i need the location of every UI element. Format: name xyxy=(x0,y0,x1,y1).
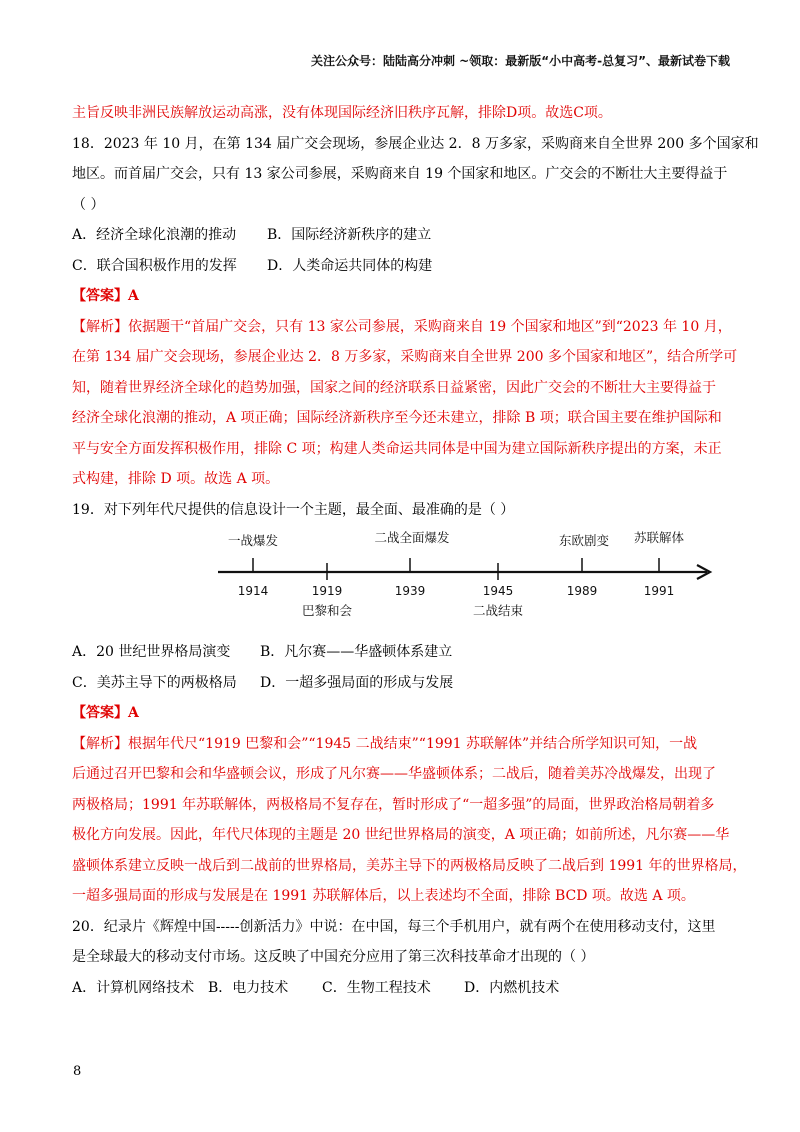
prev-analysis-tail: 主旨反映非洲民族解放运动高涨，没有体现国际经济旧秩序瓦解，排除D项。故选C项。 xyxy=(72,105,612,121)
event-paris-conference: 巴黎和会 xyxy=(301,603,353,618)
q19-option-b: B．凡尔赛——华盛顿体系建立 xyxy=(260,644,453,660)
q20-option-b: B．电力技术 xyxy=(208,979,289,996)
q19-analysis-line: 盛顿体系建立反映一战后到二战前的世界格局，美苏主导下的两极格局反映了二战后到 1991 年的世界格局， xyxy=(72,857,747,874)
year-label: 1939 xyxy=(394,584,426,598)
q20-option-c: C．生物工程技术 xyxy=(322,979,431,996)
q19-analysis-line: 极化方向发展。因此，年代尺体现的主题是 20 世纪世界格局的演变，A 项正确；如前所述，凡尔赛——华 xyxy=(72,827,730,843)
timeline-diagram xyxy=(144,525,724,637)
q20-options-row xyxy=(72,973,732,1004)
event-ww1-outbreak: 一战爆发 xyxy=(227,533,279,548)
event-ussr-dissolution: 苏联解体 xyxy=(633,530,685,545)
q18-options-row xyxy=(72,220,732,251)
q19-options-row xyxy=(72,668,732,699)
question-20 xyxy=(72,912,732,1004)
page-content xyxy=(72,98,759,1003)
q18-analysis-line: 式构建，排除 D 项。故选 A 项。 xyxy=(72,471,280,487)
q19-analysis-line: 【解析】根据年代尺“1919 巴黎和会”“1945 二战结束”“1991 苏联解体”并结合所学知识可知，一战 xyxy=(72,735,698,752)
year-label: 1991 xyxy=(643,584,675,598)
q18-stem-line: 地区。而首届广交会，只有 13 家公司参展，采购商来自 19 个国家和地区。广交会的不断壮大主要得益于 xyxy=(72,166,728,182)
q19-stem: 19．对下列年代尺提供的信息设计一个主题，最全面、最准确的是（ ） xyxy=(72,501,515,518)
q19-option-a: A．20 世纪世界格局演变 xyxy=(72,644,231,660)
q18-analysis-line: 知，随着世界经济全球化的趋势加强，国家之间的经济联系日益紧密，因此广交会的不断壮大主要得益于 xyxy=(72,379,716,396)
event-ww2-full-outbreak: 二战全面爆发 xyxy=(374,530,450,545)
q18-analysis-line: 在第 134 届广交会现场，参展企业达 2．8 万多家，采购商来自全世界 200 多个国家和地区”，结合所学可 xyxy=(72,349,738,365)
q20-option-d: D．内燃机技术 xyxy=(464,979,560,996)
q19-option-c: C．美苏主导下的两极格局 xyxy=(72,674,237,691)
question-18 xyxy=(72,129,759,495)
page-header: 关注公众号：陆陆高分冲刺 ~领取：最新版“小中高考-总复习”、最新试卷下载 xyxy=(311,54,730,68)
q20-option-a: A．计算机网络技术 xyxy=(72,979,195,996)
q18-option-c: C．联合国积极作用的发挥 xyxy=(72,257,237,274)
year-label: 1919 xyxy=(311,584,343,598)
q18-option-d: D．人类命运共同体的构建 xyxy=(267,257,433,274)
q19-analysis-line: 两极格局；1991 年苏联解体，两极格局不复存在，暂时形成了“一超多强”的局面，世界政治格局朝着多 xyxy=(72,796,715,813)
year-label: 1989 xyxy=(566,584,598,598)
page-number: 8 xyxy=(73,1064,82,1079)
event-eastern-europe-upheaval: 东欧剧变 xyxy=(558,533,610,548)
q19-options-row xyxy=(72,637,732,668)
q19-answer: 【答案】A xyxy=(72,705,139,721)
event-ww2-end: 二战结束 xyxy=(472,603,524,618)
q19-analysis-line: 后通过召开巴黎和会和华盛顿会议，形成了凡尔赛——华盛顿体系；二战后，随着美苏冷战爆发，出现了 xyxy=(72,766,716,782)
q18-option-b: B．国际经济新秩序的建立 xyxy=(267,227,432,243)
q18-analysis-line: 【解析】依据题干“首届广交会，只有 13 家公司参展，采购商来自 19 个国家和地区”到“2023 年 10 月， xyxy=(72,318,732,335)
year-label: 1914 xyxy=(237,584,269,598)
q18-analysis-line: 平与安全方面发挥积极作用，排除 C 项；构建人类命运共同体是中国为建立国际新秩序提出的方案，未正 xyxy=(72,440,722,457)
q19-analysis-line: 一超多强局面的形成与发展是在 1991 苏联解体后，以上表述均不全面，排除 BCD 项。故选 A 项。 xyxy=(72,888,695,904)
q18-options-row xyxy=(72,251,732,282)
q20-stem-line: 是全球最大的移动支付市场。这反映了中国充分应用了第三次科技革命才出现的（ ） xyxy=(72,949,595,965)
q18-option-a: A．经济全球化浪潮的推动 xyxy=(72,227,237,243)
question-19 xyxy=(72,495,747,912)
q18-stem-line: 18．2023 年 10 月，在第 134 届广交会现场，参展企业达 2．8 万多家，采购商来自全世界 200 多个国家和 xyxy=(72,135,759,152)
q19-option-d: D．一超多强局面的形成与发展 xyxy=(260,674,454,691)
q20-stem-line: 20．纪录片《辉煌中国-----创新活力》中说：在中国，每三个手机用户，就有两个在使用移动支付，这里 xyxy=(72,918,716,935)
timeline-figure xyxy=(72,525,732,637)
year-label: 1945 xyxy=(482,584,514,598)
q18-answer: 【答案】A xyxy=(72,288,139,304)
q18-analysis-line: 经济全球化浪潮的推动，A 项正确；国际经济新秩序至今还未建立，排除 B 项；联合国主要在维护国际和 xyxy=(72,410,722,426)
q18-stem-line: （ ） xyxy=(72,196,105,213)
